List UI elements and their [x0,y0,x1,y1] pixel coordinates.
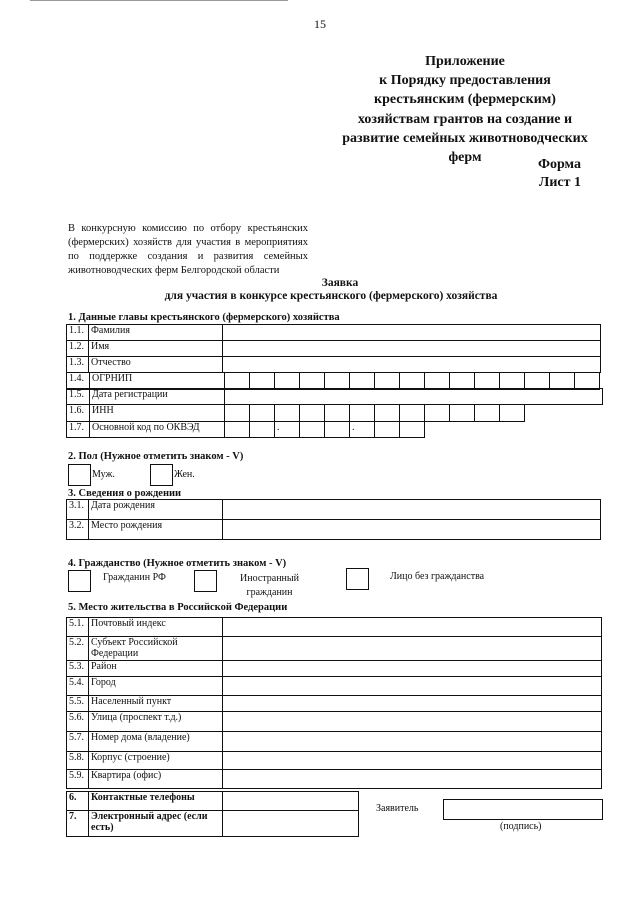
row-number: 1.2. [67,341,89,357]
ogrnip-cell[interactable] [575,373,600,390]
okved-cell[interactable] [400,422,425,438]
row-number: 5.4. [67,677,89,696]
ogrnip-cell[interactable] [275,373,300,390]
email-field[interactable] [223,811,359,837]
row-label-line: Федерации [91,648,139,659]
table-row [67,500,601,520]
applicant-label: Заявитель [376,803,419,814]
appendix-line: Приложение [425,54,505,69]
row-number: 1.3. [67,357,89,373]
inn-cell[interactable] [450,405,475,422]
house-number-field[interactable] [223,732,602,752]
row-label [89,637,223,661]
row-label: ИНН [90,405,225,422]
inn-cell[interactable] [350,405,375,422]
row-label: Корпус (строение) [89,752,223,770]
okved-cell[interactable] [250,422,275,438]
ogrnip-cell[interactable] [450,373,475,390]
row-number: 1.7. [67,422,90,438]
row-label: Квартира (офис) [89,770,223,789]
top-rule [30,0,288,1]
ogrnip-cell[interactable] [525,373,550,390]
ogrnip-cell[interactable] [350,373,375,390]
appendix-line: развитие семейных животноводческих [342,130,588,146]
table-row [67,770,602,789]
row-number: 5.7. [67,732,89,752]
row-label: ОГРНИП [90,373,225,390]
inn-cell[interactable] [400,405,425,422]
row-label: Номер дома (владение) [89,732,223,752]
row-label-line: Электронный адрес (если [91,811,208,822]
row-number: 1.1. [67,325,89,341]
okved-separator: . [277,422,280,433]
form-sheet-label [538,156,581,192]
name-field[interactable] [223,341,601,357]
okved-cell[interactable] [375,422,400,438]
inn-cell[interactable] [375,405,400,422]
citizen-rf-checkbox[interactable] [68,570,91,592]
district-field[interactable] [223,661,602,677]
contact-table [66,791,359,837]
page-number: 15 [314,17,326,31]
table-row [67,811,359,837]
inn-row [66,404,525,422]
row-label: Район [89,661,223,677]
ogrnip-cell[interactable] [250,373,275,390]
row-label: Дата рождения [89,500,223,520]
table-row [67,712,602,732]
row-label: Отчество [89,357,223,373]
table-row [67,752,602,770]
table-row [67,661,602,677]
row-label: Город [89,677,223,696]
row-label: Фамилия [89,325,223,341]
appendix-line: ферм [448,150,482,166]
row-label-line: Субъект Российской [91,637,178,648]
appendix-line: к Порядку предоставления [379,73,551,89]
okved-cell[interactable] [300,422,325,438]
table-row [67,637,602,661]
table-row [67,357,601,373]
female-checkbox[interactable] [150,464,173,486]
female-label: Жен. [174,469,195,480]
row-number: 1.5. [67,389,90,405]
ogrnip-cell[interactable] [425,373,450,390]
foreign-citizen-label-line: Иностранный [240,573,299,584]
citizen-rf-label: Гражданин РФ [103,572,166,583]
section1-table-top [66,324,601,373]
table-row [67,792,359,811]
row-number: 5.9. [67,770,89,789]
row-number: 1.4. [67,373,90,390]
ogrnip-cell[interactable] [300,373,325,390]
birth-place-field[interactable] [223,520,601,540]
section5-heading: 5. Место жительства в Российской Федерации [68,602,288,613]
inn-cell[interactable] [425,405,450,422]
registration-date-field[interactable] [225,389,603,405]
row-number: 3.1. [67,500,89,520]
okved-row [66,421,425,438]
inn-cell[interactable] [225,405,250,422]
inn-cell[interactable] [275,405,300,422]
row-number: 5.1. [67,618,89,637]
signature-field[interactable] [443,799,603,820]
row-number: 7. [67,811,89,837]
row-number: 5.8. [67,752,89,770]
stateless-checkbox[interactable] [346,568,369,590]
section3-table [66,499,601,540]
table-row [67,732,602,752]
city-field[interactable] [223,677,602,696]
document-subtitle: для участия в конкурсе крестьянского (фермерского) хозяйства [164,290,498,302]
ogrnip-cell[interactable] [500,373,525,390]
region-field[interactable] [223,637,602,661]
ogrnip-cell[interactable] [400,373,425,390]
building-field[interactable] [223,752,602,770]
table-row [67,677,602,696]
appendix-line: хозяйствам грантов на создание и [357,111,573,127]
patronymic-field[interactable] [223,357,601,373]
phone-field[interactable] [223,792,359,811]
okved-separator: . [352,422,355,433]
okved-cell[interactable] [325,422,350,438]
row-label: Контактные телефоны [89,792,223,811]
ogrnip-cell[interactable] [375,373,400,390]
table-row [67,696,602,712]
row-label-line: есть) [91,822,114,833]
section1-heading: 1. Данные главы крестьянского (фермерского) хозяйства [68,312,340,323]
form-label: Форма [537,157,581,172]
row-label [89,811,223,837]
ogrnip-cell[interactable] [325,373,350,390]
table-row [67,520,601,540]
surname-field[interactable] [223,325,601,341]
registration-date-row [66,388,603,405]
row-number: 5.6. [67,712,89,732]
birth-date-field[interactable] [223,500,601,520]
row-number: 5.3. [67,661,89,677]
row-label: Место рождения [89,520,223,540]
section2-heading: 2. Пол (Нужное отметить знаком - V) [68,451,244,462]
section3-heading: 3. Сведения о рождении [68,488,182,499]
foreign-citizen-checkbox[interactable] [194,570,217,592]
stateless-label: Лицо без гражданства [390,571,485,582]
sheet-label: Лист 1 [538,175,581,190]
row-label: Населенный пункт [89,696,223,712]
row-number: 5.5. [67,696,89,712]
foreign-citizen-label [240,572,299,600]
document-title-block [0,277,640,303]
okved-cell[interactable] [225,422,250,438]
row-number: 5.2. [67,637,89,661]
ogrnip-cell[interactable] [550,373,575,390]
inn-cell[interactable] [325,405,350,422]
row-label: Улица (проспект т.д.) [89,712,223,732]
appendix-line: крестьянским (фермерским) [374,92,556,108]
appendix-heading [300,52,630,167]
okved-cell[interactable] [275,422,300,438]
ogrnip-cell[interactable] [225,373,250,390]
document-title: Заявка [321,277,359,289]
section5-table [66,617,602,789]
inn-cell[interactable] [250,405,275,422]
row-number: 1.6. [67,405,90,422]
street-field[interactable] [223,712,602,732]
inn-cell[interactable] [300,405,325,422]
row-label: Основной код по ОКВЭД [90,422,225,438]
row-number: 6. [67,792,89,811]
row-label: Имя [89,341,223,357]
addressee-text: В конкурсную комиссию по отбору крестьянских (фермерских) хозяйств для участия в мероприятиях по поддержке создания и развития семейных животноводческих ферм Белгородской области [68,223,308,276]
postal-code-field[interactable] [223,618,602,637]
male-checkbox[interactable] [68,464,91,486]
table-row [67,618,602,637]
signature-caption: (подпись) [500,821,542,832]
ogrnip-cell[interactable] [475,373,500,390]
inn-cell[interactable] [500,405,525,422]
settlement-field[interactable] [223,696,602,712]
okved-cell[interactable] [350,422,375,438]
inn-cell[interactable] [475,405,500,422]
row-number: 3.2. [67,520,89,540]
table-row [67,341,601,357]
male-label: Муж. [92,469,115,480]
section4-heading: 4. Гражданство (Нужное отметить знаком - V) [68,558,287,569]
row-label: Дата регистрации [90,389,225,405]
foreign-citizen-label-line: гражданин [246,587,293,598]
apartment-field[interactable] [223,770,602,789]
table-row [67,325,601,341]
row-label: Почтовый индекс [89,618,223,637]
